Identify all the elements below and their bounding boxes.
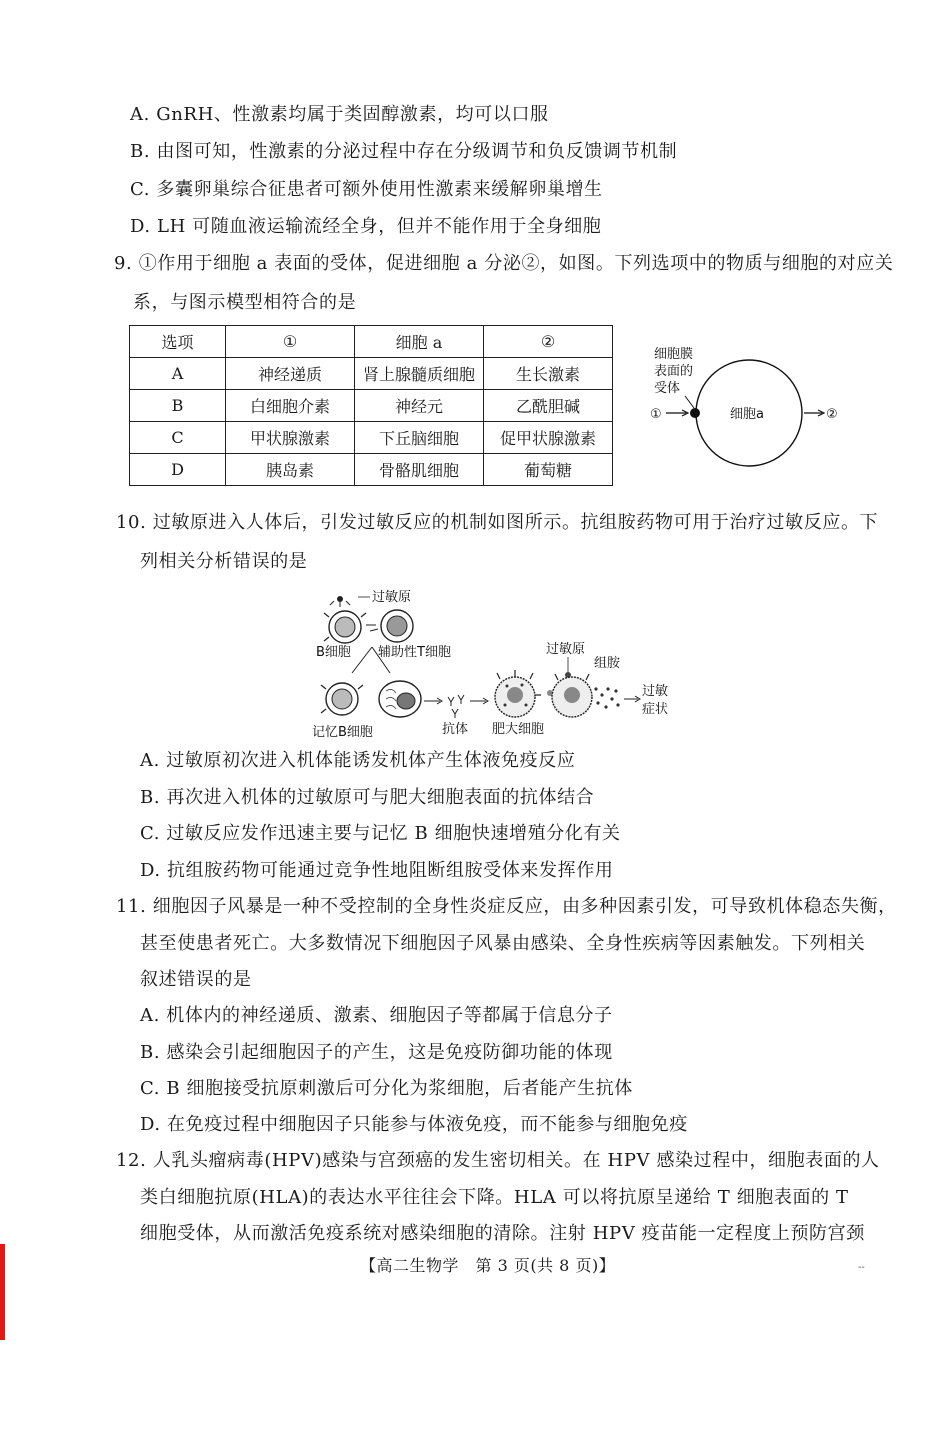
table-cell: C [130, 422, 226, 454]
input-label: ① [650, 407, 662, 422]
receptor-label-3: 受体 [654, 381, 681, 396]
q9-table [129, 325, 613, 486]
q10-option-a: A. 过敏原初次进入机体能诱发机体产生体液免疫反应 [140, 750, 576, 771]
allergen-right-label: 过敏原 [546, 642, 586, 657]
table-cell: 肾上腺髓质细胞 [355, 358, 484, 390]
symptom-label-2: 症状 [642, 702, 669, 717]
allergen-top-label: 过敏原 [372, 590, 412, 605]
cell-a-label: 细胞a [730, 407, 764, 422]
table-cell: 胰岛素 [226, 454, 355, 486]
q11-option-c: C. B 细胞接受抗原刺激后可分化为浆细胞，后者能产生抗体 [140, 1078, 633, 1099]
table-cell: B [130, 390, 226, 422]
q10-option-d: D. 抗组胺药物可能通过竞争性地阻断组胺受体来发挥作用 [140, 860, 614, 881]
helper-t-cell-label: 辅助性T细胞 [378, 645, 451, 660]
table-cell: A [130, 358, 226, 390]
receptor-label-1: 细胞膜 [654, 347, 694, 362]
table-header-row [130, 326, 613, 358]
table-cell: 生长激素 [484, 358, 613, 390]
q12-stem-line2: 类白细胞抗原(HLA)的表达水平往往会下降。HLA 可以将抗原呈递给 T 细胞表面的 T [140, 1187, 849, 1208]
table-header-cell: ② [484, 326, 613, 358]
table-cell: 促甲状腺激素 [484, 422, 613, 454]
symptom-label-1: 过敏 [642, 684, 669, 699]
table-cell: 乙酰胆碱 [484, 390, 613, 422]
q10-option-c: C. 过敏反应发作迅速主要与记忆 B 细胞快速增殖分化有关 [140, 823, 621, 844]
table-row [130, 358, 613, 390]
q12-stem-line3: 细胞受体，从而激活免疫系统对感染细胞的清除。注射 HPV 疫苗能一定程度上预防宫颈 [140, 1223, 865, 1244]
q8-option-b: B. 由图可知，性激素的分泌过程中存在分级调节和负反馈调节机制 [130, 141, 678, 162]
antibody-label: 抗体 [442, 722, 469, 737]
q8-option-d: D. LH 可随血液运输流经全身，但并不能作用于全身细胞 [130, 216, 602, 237]
table-header-cell: 选项 [130, 326, 226, 358]
q12-stem-line1: 12. 人乳头瘤病毒(HPV)感染与宫颈癌的发生密切相关。在 HPV 感染过程中，细胞表面的人 [116, 1150, 880, 1171]
table-header-cell: ① [226, 326, 355, 358]
table-cell: D [130, 454, 226, 486]
receptor-pointer-line [685, 396, 694, 408]
mast-cell-icon [495, 670, 541, 717]
q8-option-c: C. 多囊卵巢综合征患者可额外使用性激素来缓解卵巢增生 [130, 179, 603, 200]
memory-b-cell-label: 记忆B细胞 [312, 725, 373, 740]
table-cell: 下丘脑细胞 [355, 422, 484, 454]
table-cell: 白细胞介素 [226, 390, 355, 422]
table-header-cell: 细胞 a [355, 326, 484, 358]
q11-option-a: A. 机体内的神经递质、激素、细胞因子等都属于信息分子 [140, 1005, 613, 1026]
corner-mark: -- [858, 1262, 865, 1273]
q11-stem-line3: 叙述错误的是 [140, 969, 252, 990]
q10-option-b: B. 再次进入机体的过敏原可与肥大细胞表面的抗体结合 [140, 787, 595, 808]
antibody-icon [448, 695, 464, 718]
q11-option-b: B. 感染会引起细胞因子的产生，这是免疫防御功能的体现 [140, 1042, 613, 1063]
q9-cell-diagram [640, 340, 860, 480]
q11-stem-line2: 甚至使患者死亡。大多数情况下细胞因子风暴由感染、全身性疾病等因素触发。下列相关 [140, 933, 866, 954]
histamine-label: 组胺 [594, 656, 621, 671]
memory-b-cell-icon [321, 683, 363, 715]
table-cell: 葡萄糖 [484, 454, 613, 486]
q8-option-a: A. GnRH、性激素均属于类固醇激素，均可以口服 [130, 104, 549, 125]
output-label: ② [826, 407, 838, 422]
degranulating-mast-cell-icon [552, 674, 592, 717]
allergen-icon [330, 596, 350, 607]
q9-stem-line1: 9. ①作用于细胞 a 表面的受体，促进细胞 a 分泌②，如图。下列选项中的物质与细胞的对应关 [114, 253, 894, 274]
q10-stem-line1: 10. 过敏原进入人体后，引发过敏反应的机制如图所示。抗组胺药物可用于治疗过敏反应。下 [116, 512, 879, 533]
table-cell: 骨骼肌细胞 [355, 454, 484, 486]
receptor-dot [690, 408, 700, 418]
table-cell: 神经递质 [226, 358, 355, 390]
q9-stem-line2: 系，与图示模型相符合的是 [133, 292, 357, 313]
table-cell: 神经元 [355, 390, 484, 422]
q10-stem-line2: 列相关分析错误的是 [140, 551, 308, 572]
table-row [130, 454, 613, 486]
helper-t-cell-icon [366, 610, 413, 642]
q11-stem-line1: 11. 细胞因子风暴是一种不受控制的全身性炎症反应，由多种因素引发，可导致机体稳态失衡， [116, 896, 897, 917]
table-row [130, 422, 613, 454]
b-cell-label: B细胞 [316, 645, 351, 660]
histamine-granules-icon [594, 687, 619, 708]
table-row [130, 390, 613, 422]
page-footer: 【高二生物学 第 3 页(共 8 页)】 [360, 1256, 616, 1275]
b-cell-icon [324, 611, 366, 643]
mast-cell-label: 肥大细胞 [492, 722, 545, 737]
binding-edge-mark [0, 1244, 5, 1340]
table-cell: 甲状腺激素 [226, 422, 355, 454]
plasma-cell-icon [379, 681, 421, 717]
allergy-mechanism-figure [300, 585, 690, 745]
receptor-label-2: 表面的 [654, 364, 694, 379]
q11-option-d: D. 在免疫过程中细胞因子只能参与体液免疫，而不能参与细胞免疫 [140, 1114, 688, 1135]
